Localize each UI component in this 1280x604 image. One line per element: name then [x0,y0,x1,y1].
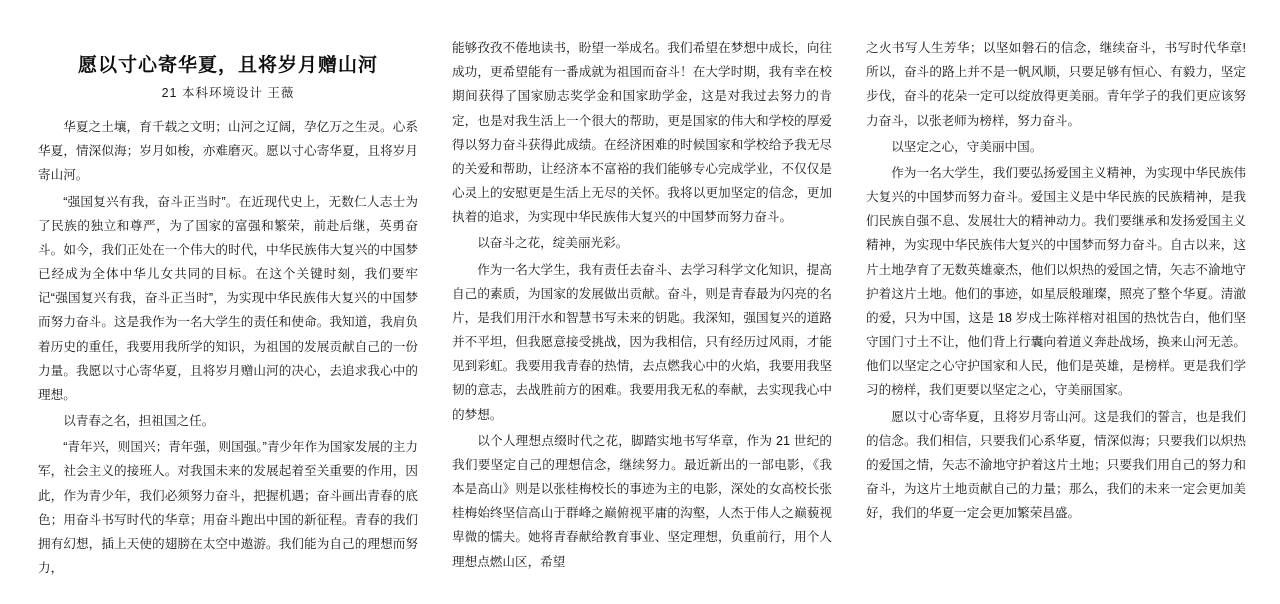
text-column-2 [452,36,832,584]
paragraph: 以奋斗之花，绽美丽光彩。 [477,236,629,251]
paragraph: 能够孜孜不倦地读书，盼望一举成名。我们希望在梦想中成长，向往成功，更希望能有一番成就为祖国而奋斗！在大学时期，我有幸在校期间获得了国家励志奖学金和国家助学金，这是对我过去努力的肯定，也是对我生活上一个很大的帮助，更是国家的伟大和学校的厚爱得以努力奋斗获得此成绩。在经济困难的时候国家和学校给予我无尽的关爱和帮助，让经济本不富裕的我们能够专心完成学业，不仅仅是心灵上的安慰更是生活上无尽的关怀。我将以更加坚定的信念，更加执着的追求，为实现中华民族伟大复兴的中国梦而努力奋斗。 [452,41,832,225]
paragraph: 华夏之土壤，育千载之文明；山河之辽阔，孕亿万之生灵。心系华夏，情深似海；岁月如梭，亦难磨灭。愿以寸心寄华夏，且将岁月寄山河。 [38,120,418,183]
page-title: 愿以寸心寄华夏，且将岁月赠山河 [77,55,378,76]
paragraph: 之火书写人生芳华；以坚如磐石的信念，继续奋斗，书写时代华章!所以，奋斗的路上并不是一帆风顺，只要足够有恒心、有毅力，坚定步伐，奋斗的花朵一定可以绽放得更美丽。青年学子的我们更应该努力奋斗，以张老师为榜样，努力奋斗。 [866,41,1246,128]
paragraph: “青年兴，则国兴；青年强，则国强。”青少年作为国家发展的主力军，社会主义的接班人。对我国未来的发展起着至关重要的作用，因此，作为青少年，我们必须努力奋斗，把握机遇；奋斗画出青春的底色；用奋斗书写时代的华章；用奋斗跑出中国的新征程。青春的我们拥有幻想，插上天使的翅膀在太空中遨游。我们能为自己的理想而努力， [38,440,418,576]
paragraph: 愿以寸心寄华夏，且将岁月寄山河。这是我们的誓言，也是我们的信念。我们相信，只要我们心系华夏，情深似海；只要我们以炽热的爱国之情，矢志不渝地守护着这片土地；只要我们用自己的努力和奋斗，为这片土地贡献自己的力量；那么，我们的未来一定会更加美好，我们的华夏一定会更加繁荣昌盛。 [866,409,1246,521]
text-column-3 [866,36,1246,584]
paragraph: “强国复兴有我，奋斗正当时”。在近现代史上，无数仁人志士为了民族的独立和尊严，为了国家的富强和繁荣，前赴后继，英勇奋斗。如今，我们正处在一个伟大的时代，中华民族伟大复兴的中国梦已经成为全体中华儿女共同的目标。在这个关键时刻，我们要牢记“强国复兴有我，奋斗正当时”，为实现中华民族伟大复兴的中国梦而努力奋斗。这是我作为一名大学生的责任和使命。我知道，我肩负着历史的重任，我要用我所学的知识，为祖国的发展贡献自己的一份力量。我愿以寸心寄华夏，且将岁月赠山河的决心，去追求我心中的理想。 [38,194,418,402]
paragraph: 作为一名大学生，我们要弘扬爱国主义精神，为实现中华民族伟大复兴的中国梦而努力奋斗。爱国主义是中华民族的民族精神，是我们民族自强不息、发展壮大的精神动力。我们要继承和发扬爱国主义精神，为实现中华民族伟大复兴的中国梦而努力奋斗。自古以来，这片土地孕育了无数英雄豪杰，他们以炽热的爱国之情，矢志不渝地守护着这片土地。他们的事迹，如星辰般璀璨，照亮了整个华夏。清澈的爱，只为中国，这是 18 岁戍士陈祥榕对祖国的热忱告白，他们坚守国门寸土不让，他们背上行囊向着道义奔赴战场，换来山河无恙。他们以坚定之心守护国家和人民，他们是英雄，是榜样。更是我们学习的榜样，我们更要以坚定之心，守美丽国家。 [866,165,1246,398]
paragraph: 以青春之名，担祖国之任。 [63,414,215,429]
byline: 21 本科环境设计 王薇 [161,86,295,100]
paragraph: 以个人理想点缀时代之花，脚踏实地书写华章，作为 21 世纪的我们要坚定自己的理想信念，继续努力。最近新出的一部电影，《我本是高山》则是以张桂梅校长的事迹为主的电影，深处的女高校长张桂梅始终坚信高山于群峰之巅俯视平庸的沟壑，人杰于伟人之巅藐视卑微的懦夫。她将青春献给教育事业、坚定理想，负重前行，用个人理想点燃山区，希望 [452,433,832,569]
three-column-layout [38,36,1246,584]
text-column-1 [38,36,418,584]
paragraph: 以坚定之心，守美丽中国。 [891,139,1043,154]
paragraph: 作为一名大学生，我有责任去奋斗、去学习科学文化知识，提高自己的素质，为国家的发展做出贡献。奋斗，则是青春最为闪亮的名片，是我们用汗水和智慧书写未来的钥匙。我深知，强国复兴的道路并不平坦，但我愿意接受挑战，因为我相信，只有经历过风雨，才能见到彩虹。我要用我青春的热情，去点燃我心中的火焰，我要用我坚韧的意志，去战胜前方的困难。我要用我无私的奉献，去实现我心中的梦想。 [452,262,832,422]
